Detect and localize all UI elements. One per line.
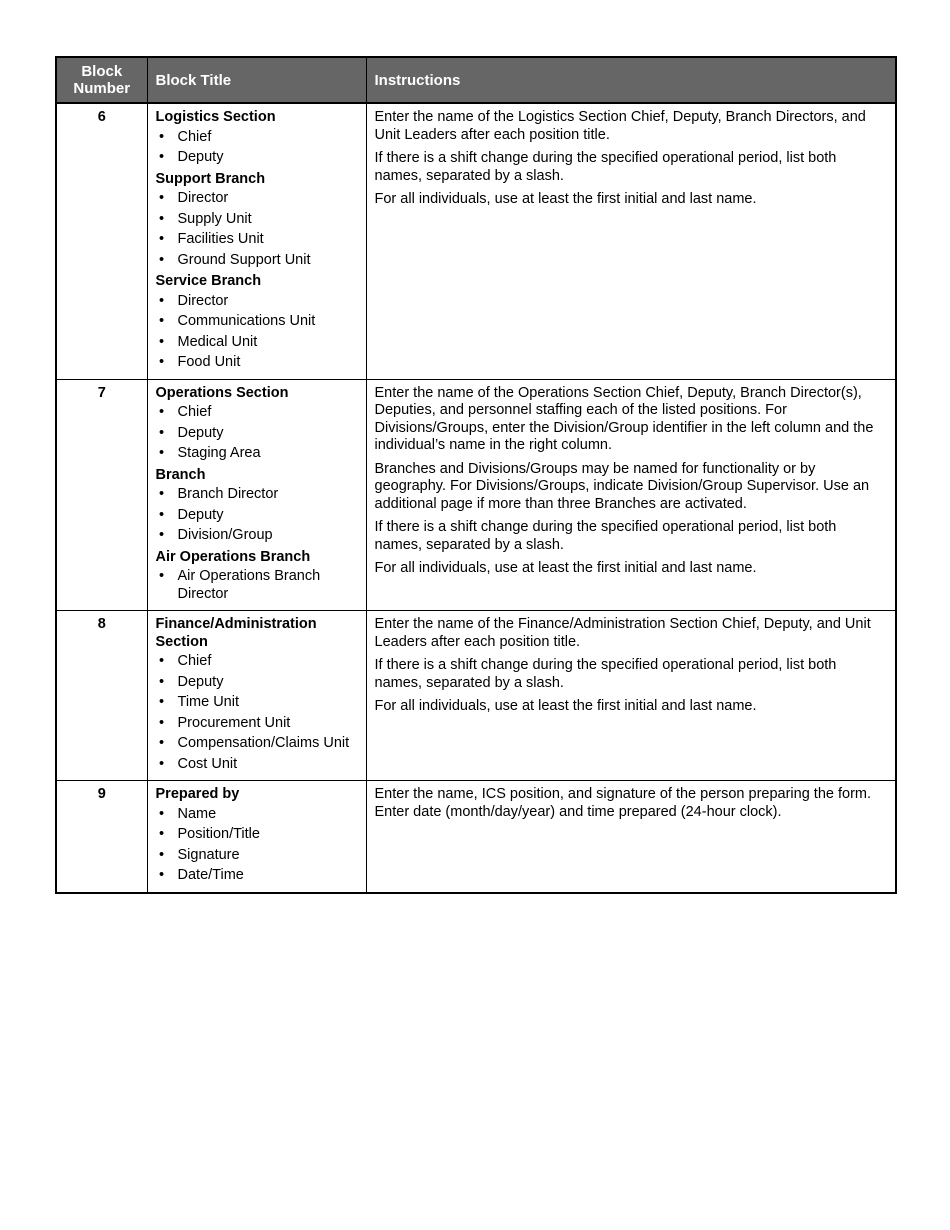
bullet-icon: • bbox=[158, 128, 165, 145]
header-block-number: Block Number bbox=[56, 57, 147, 103]
bullet-icon: • bbox=[158, 424, 165, 441]
list-item-label: Name bbox=[177, 805, 217, 822]
list-item-label: Signature bbox=[177, 846, 240, 863]
bullet-icon: • bbox=[158, 333, 165, 350]
section-heading: Support Branch bbox=[155, 170, 266, 187]
list-item-label: Director bbox=[177, 292, 229, 309]
list-item-label: Cost Unit bbox=[177, 755, 238, 772]
list-item bbox=[156, 694, 358, 712]
instructions-cell bbox=[366, 781, 896, 893]
position-list bbox=[156, 190, 358, 269]
block-number-cell: 6 bbox=[56, 103, 147, 379]
bullet-icon: • bbox=[158, 755, 165, 772]
instruction-paragraph: Enter the name, ICS position, and signature of the person preparing the form. Enter date (month/day/year) and time prepared (24-hour clock). bbox=[374, 786, 872, 820]
bullet-icon: • bbox=[158, 486, 165, 502]
list-item bbox=[156, 425, 358, 443]
list-item-label: Deputy bbox=[177, 424, 224, 441]
list-item-label: Medical Unit bbox=[177, 333, 258, 350]
list-item-label: Time Unit bbox=[177, 694, 239, 710]
list-item-label: Staging Area bbox=[177, 445, 261, 461]
bullet-icon: • bbox=[158, 231, 165, 247]
bullet-icon: • bbox=[158, 805, 165, 822]
list-item bbox=[156, 674, 358, 692]
bullet-icon: • bbox=[158, 292, 165, 309]
list-item bbox=[156, 568, 358, 603]
bullet-icon: • bbox=[158, 653, 165, 669]
table-row bbox=[56, 611, 896, 781]
bullet-icon: • bbox=[158, 404, 165, 420]
instructions-cell bbox=[366, 103, 896, 379]
list-item bbox=[156, 211, 358, 229]
list-item-label: Supply Unit bbox=[177, 210, 252, 227]
list-item bbox=[156, 149, 358, 167]
position-list bbox=[156, 404, 358, 463]
bullet-icon: • bbox=[158, 568, 165, 584]
bullet-icon: • bbox=[158, 506, 165, 523]
list-item bbox=[156, 293, 358, 311]
instruction-paragraph: If there is a shift change during the specified operational period, list both names, separated by a slash. bbox=[374, 150, 837, 184]
section-heading: Logistics Section bbox=[155, 109, 276, 125]
bullet-icon: • bbox=[158, 714, 165, 731]
section-heading: Service Branch bbox=[155, 273, 262, 289]
instruction-paragraph: For all individuals, use at least the first initial and last name. bbox=[374, 191, 757, 207]
bullet-icon: • bbox=[158, 149, 165, 165]
table-row bbox=[56, 103, 896, 379]
bullet-icon: • bbox=[158, 445, 165, 461]
list-item bbox=[156, 334, 358, 352]
list-item bbox=[156, 507, 358, 525]
list-item-label: Director bbox=[177, 190, 229, 206]
list-item bbox=[156, 527, 358, 545]
section-heading: Prepared by bbox=[155, 786, 240, 802]
instruction-paragraph: Enter the name of the Operations Section Chief, Deputy, Branch Director(s), Deputies, and personnel staffing each of the listed positions. For Divisions/Groups, enter the Division/Group identifier in the left column and the individual’s name in the right column. bbox=[374, 384, 874, 453]
list-item-label: Position/Title bbox=[177, 826, 260, 842]
position-list bbox=[156, 568, 358, 603]
list-item bbox=[156, 806, 358, 824]
block-title-cell bbox=[147, 103, 366, 379]
list-item bbox=[156, 445, 358, 463]
list-item-label: Air Operations Branch Director bbox=[177, 568, 321, 602]
table-row bbox=[56, 379, 896, 611]
list-item-label: Food Unit bbox=[177, 354, 241, 370]
list-item-label: Date/Time bbox=[177, 867, 244, 883]
section-heading: Branch bbox=[155, 466, 206, 483]
instruction-paragraph: Branches and Divisions/Groups may be named for functionality or by geography. For Divisions/Groups, indicate Division/Group Supervisor. Use an additional page if more than three Branches are activated. bbox=[374, 460, 870, 512]
list-item bbox=[156, 231, 358, 249]
list-item bbox=[156, 826, 358, 844]
header-block-title: Block Title bbox=[147, 57, 366, 103]
instructions-cell bbox=[366, 379, 896, 611]
bullet-icon: • bbox=[158, 210, 165, 227]
block-title-cell bbox=[147, 379, 366, 611]
list-item bbox=[156, 653, 358, 671]
position-list bbox=[156, 129, 358, 167]
block-number-cell: 9 bbox=[56, 781, 147, 893]
list-item-label: Ground Support Unit bbox=[177, 251, 311, 268]
instruction-paragraph: For all individuals, use at least the first initial and last name. bbox=[374, 698, 757, 714]
block-number-cell: 7 bbox=[56, 379, 147, 611]
list-item-label: Deputy bbox=[177, 673, 224, 690]
position-list bbox=[156, 486, 358, 545]
instruction-paragraph: If there is a shift change during the specified operational period, list both names, separated by a slash. bbox=[374, 519, 837, 553]
list-item-label: Procurement Unit bbox=[177, 714, 291, 731]
list-item-label: Deputy bbox=[177, 149, 224, 165]
section-heading: Operations Section bbox=[155, 384, 289, 401]
bullet-icon: • bbox=[158, 354, 165, 370]
list-item bbox=[156, 129, 358, 147]
table-body bbox=[56, 103, 896, 893]
bullet-icon: • bbox=[158, 867, 165, 883]
bullet-icon: • bbox=[158, 826, 165, 842]
instruction-paragraph: If there is a shift change during the specified operational period, list both names, separated by a slash. bbox=[374, 657, 837, 691]
bullet-icon: • bbox=[158, 313, 165, 329]
position-list bbox=[156, 293, 358, 372]
block-title-cell bbox=[147, 611, 366, 781]
list-item bbox=[156, 354, 358, 372]
instruction-paragraph: Enter the name of the Logistics Section Chief, Deputy, Branch Directors, and Unit Leaders after each position title. bbox=[374, 109, 866, 143]
bullet-icon: • bbox=[158, 694, 165, 710]
list-item bbox=[156, 190, 358, 208]
bullet-icon: • bbox=[158, 673, 165, 690]
bullet-icon: • bbox=[158, 527, 165, 543]
position-list bbox=[156, 653, 358, 773]
instructions-cell bbox=[366, 611, 896, 781]
instructions-table bbox=[55, 56, 897, 894]
block-title-cell bbox=[147, 781, 366, 893]
bullet-icon: • bbox=[158, 846, 165, 863]
table-header bbox=[56, 57, 896, 103]
list-item bbox=[156, 847, 358, 865]
list-item bbox=[156, 715, 358, 733]
section-heading: Finance/Administration Section bbox=[155, 616, 317, 650]
list-item-label: Facilities Unit bbox=[177, 231, 264, 247]
list-item bbox=[156, 252, 358, 270]
table-row bbox=[56, 781, 896, 893]
list-item bbox=[156, 486, 358, 504]
list-item-label: Division/Group bbox=[177, 527, 273, 543]
instruction-paragraph: For all individuals, use at least the first initial and last name. bbox=[374, 560, 757, 576]
list-item-label: Chief bbox=[177, 128, 212, 145]
list-item bbox=[156, 404, 358, 422]
list-item-label: Deputy bbox=[177, 506, 224, 523]
list-item bbox=[156, 756, 358, 774]
list-item bbox=[156, 313, 358, 331]
list-item-label: Chief bbox=[177, 653, 212, 669]
list-item-label: Chief bbox=[177, 404, 212, 420]
list-item-label: Branch Director bbox=[177, 486, 279, 502]
bullet-icon: • bbox=[158, 190, 165, 206]
block-number-cell: 8 bbox=[56, 611, 147, 781]
section-heading: Air Operations Branch bbox=[155, 548, 311, 565]
bullet-icon: • bbox=[158, 251, 165, 268]
list-item bbox=[156, 735, 358, 753]
position-list bbox=[156, 806, 358, 885]
list-item-label: Compensation/Claims Unit bbox=[177, 735, 350, 751]
bullet-icon: • bbox=[158, 735, 165, 751]
header-instructions: Instructions bbox=[366, 57, 896, 103]
instruction-paragraph: Enter the name of the Finance/Administration Section Chief, Deputy, and Unit Leaders after each position title. bbox=[374, 616, 871, 650]
list-item bbox=[156, 867, 358, 885]
list-item-label: Communications Unit bbox=[177, 313, 316, 329]
